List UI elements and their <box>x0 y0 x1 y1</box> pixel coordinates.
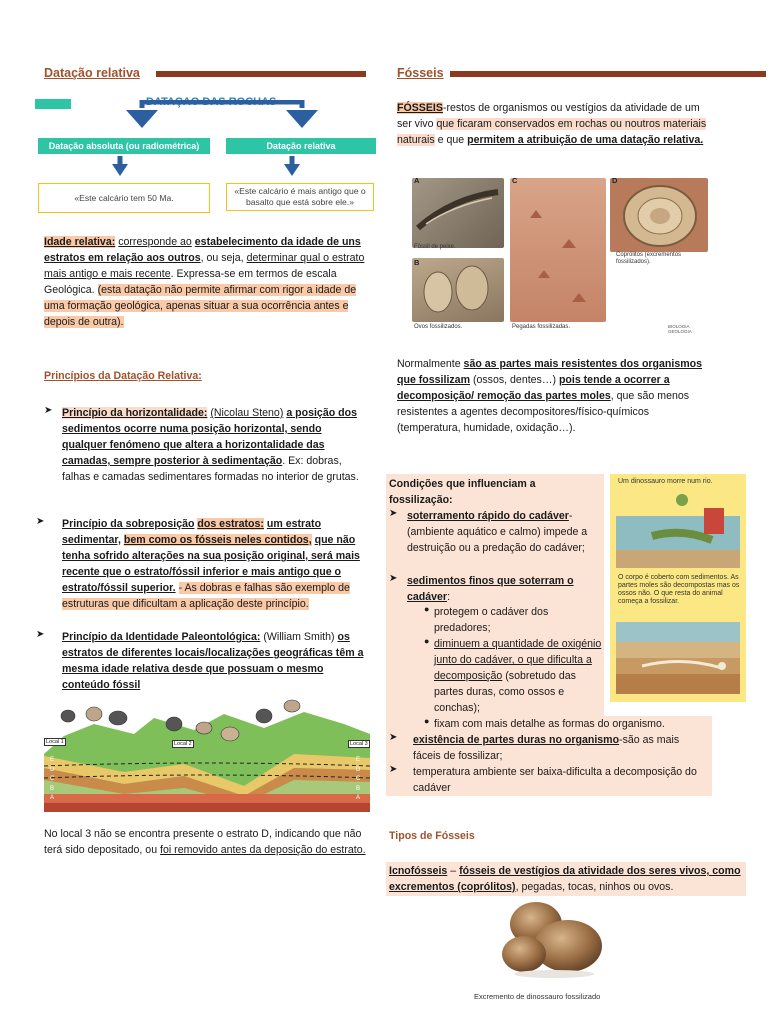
fossil-dung-image <box>496 898 606 980</box>
right-section-title: Fósseis <box>397 66 444 80</box>
fossil-types-title: Tipos de Fósseis <box>389 830 475 842</box>
local-2-label: Local 2 <box>174 741 192 747</box>
photo-letter-a: A <box>414 176 420 185</box>
footprints-caption: Pegadas fossilizadas. <box>512 324 571 330</box>
layer-letters-left: E D C B A <box>50 757 55 801</box>
photo-letter-b: B <box>414 258 420 267</box>
relative-example-box: «Este calcário é mais antigo que o basalto que está sobre ele.» <box>226 183 374 211</box>
arrow-bullet-icon: ➤ <box>36 516 45 527</box>
sub-protect: ● protegem o cadáver dos predadores; <box>424 604 549 634</box>
fossilization-illustration <box>610 474 746 702</box>
fish-caption: Fóssil de peixe. <box>414 244 456 250</box>
local-3-note: No local 3 não se encontra presente o estrato D, indicando que não terá sido depositado, ou foi removido antes da deposição do estrato. <box>44 828 366 856</box>
relative-age-term: Idade relativa: <box>44 236 116 248</box>
eggs-fossil-photo <box>412 258 504 322</box>
fossil-photos-panel <box>410 174 710 334</box>
principle-horizontality: ➤ Princípio da horizontalidade: (Nicolau Steno) a posição dos sedimentos ocorre numa posição horizontal, sendo qualquer fenómeno que altera a horizontalidade das camadas, sempre posterior à sedimentação. Ex: dobras, falhas e camadas sedimentares formadas no interior de grutas. <box>44 405 359 483</box>
local-3-label: Local 3 <box>350 741 368 747</box>
resistant-parts-paragraph: Normalmente são as partes mais resistentes dos organismos que fossilizam (ossos, dentes…) pois tende a ocorrer a decomposição/ remoção das partes moles, que são menos resistentes a agentes decompositores/físico-químicos (temperatura, humidade, oxidação…). <box>397 358 703 434</box>
arrow-bullet-icon: ➤ <box>389 732 398 743</box>
conditions-title: Condições que influenciam a fossilização: <box>389 478 536 506</box>
layer-letters-right: E D C B A <box>356 757 361 801</box>
fossil-definition: FÓSSEIS-restos de organismos ou vestígios da atividade de um ser vivo que ficaram conservados em rochas ou noutros materiais naturais e que permitem a atribuição de uma datação relativa. <box>397 102 707 146</box>
condition-hard-parts: ➤ existência de partes duras no organismo-são as mais fáceis de fossilizar; <box>389 732 680 762</box>
condition-rapid-burial: ➤ soterramento rápido do cadáver-(ambiente aquático e calmo) impede a destruição ou a predação do cadáver; <box>389 508 588 554</box>
relative-age-paragraph: Idade relativa: corresponde ao estabelecimento da idade de uns estratos em relação aos outros, ou seja, determinar qual o estrato mais antigo e mais recente. Expressa-se em termos de escala Geológica. (esta datação não permite afirmar com rigor a idade de uma formação geológica, apenas situar a sua ocorrência antes e depois de outra). <box>44 236 365 328</box>
absolute-dating-bar: Datação absoluta (ou radiométrica) <box>38 138 210 154</box>
scheme-title: DATAÇAO DAS ROCHAS <box>146 96 277 108</box>
photo-letter-d: D <box>612 176 618 185</box>
principle-paleontological-identity: ➤ Princípio da Identidade Paleontológica: (William Smith) os estratos de diferentes locais/localizações geográficas têm a mesma idade relativa desde que possuam o mesmo conteúdo fóssil <box>36 629 364 691</box>
principle-superposition: ➤ Princípio da sobreposição dos estratos: um estrato sedimentar, bem como os fósseis neles contidos, que não tenha sofrido alterações na sua posição original, será mais recente que o estrato/fóssil inferior e mais antigo que o estrato/fóssil superior. - As dobras e falhas são exemplo de estruturas que dificultam a aplicação deste princípio. <box>36 516 360 610</box>
left-section-title: Datação relativa <box>44 66 140 80</box>
scheme-tab <box>35 99 71 109</box>
left-title-rule <box>156 71 366 77</box>
eggs-caption: Ovos fossilizados. <box>414 324 463 330</box>
arrow-bullet-icon: ➤ <box>44 405 53 416</box>
photo-letter-c: C <box>512 176 518 185</box>
arrow-bullet-icon: ➤ <box>389 508 398 519</box>
illustration-caption-1: Um dinossauro morre num rio. <box>618 478 713 485</box>
absolute-example-box: «Este calcário tem 50 Ma. <box>38 183 210 213</box>
condition-fine-sediments: ➤ sedimentos finos que soterram o cadáver: <box>389 573 574 603</box>
publisher-mark: BIOLOGIA GEOLOGIA <box>668 324 692 334</box>
dot-bullet-icon: ● <box>424 716 430 726</box>
principles-title: Princípios da Datação Relativa: <box>44 370 202 382</box>
arrow-bullet-icon: ➤ <box>389 573 398 584</box>
condition-temperature: ➤ temperatura ambiente ser baixa-dificulta a decomposição do cadáver <box>389 764 697 794</box>
dung-caption: Excremento de dinossauro fossilizado <box>474 992 601 1001</box>
dot-bullet-icon: ● <box>424 604 430 614</box>
sub-oxygen: ● diminuem a quantidade de oxigénio junto do cadáver, o que dificulta a decomposição (sobretudo das partes duras, como ossos e conchas); <box>424 636 602 714</box>
local-1-label: Local 1 <box>46 739 64 745</box>
illustration-caption-2: O corpo é coberto com sedimentos. As partes moles são decompostas mas os ossos não. O que resta do animal começa a fossilizar. <box>618 574 740 605</box>
arrow-bullet-icon: ➤ <box>36 629 45 640</box>
dot-bullet-icon: ● <box>424 636 430 646</box>
right-title-rule <box>450 71 766 77</box>
coprolite-caption: Coprólitos (excrementos fossilizados). <box>616 252 682 265</box>
footprints-photo <box>510 178 606 322</box>
arrow-bullet-icon: ➤ <box>389 764 398 775</box>
coprolite-photo <box>610 178 708 252</box>
sub-detail: ● fixam com mais detalhe as formas do organismo. <box>424 716 665 730</box>
ichnofossils-paragraph: Icnofósseis – fósseis de vestígios da atividade dos seres vivos, como excrementos (coprólitos), pegadas, tocas, ninhos ou ovos. <box>386 862 746 896</box>
fish-fossil-photo <box>412 178 504 248</box>
stratigraphy-diagram <box>44 694 370 812</box>
relative-dating-bar: Datação relativa <box>226 138 376 154</box>
